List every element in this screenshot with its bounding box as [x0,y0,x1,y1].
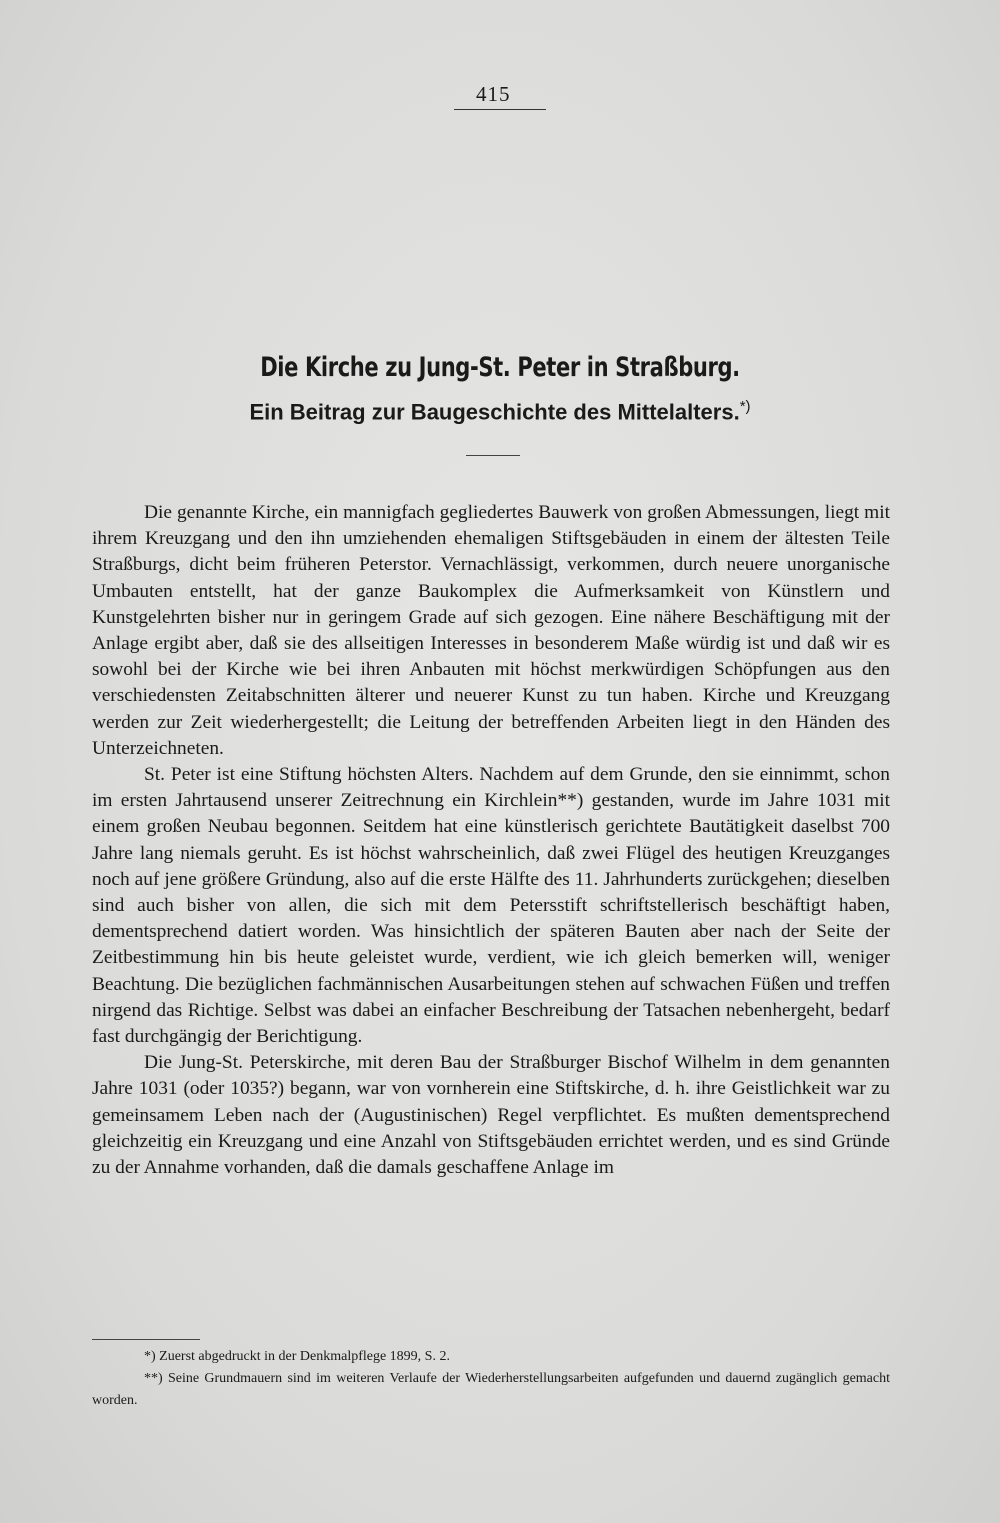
body-paragraph: St. Peter ist eine Stiftung höchsten Alters. Nachdem auf dem Grunde, den sie einnimmt, schon im ersten Jahrtausend unserer Zeitrechnung ein Kirchlein**) gestanden, wurde im Jahre 1031 mit einem großen Neubau begonnen. Seitdem hat eine künstlerisch gerichtete Bautätigkeit daselbst 700 Jahre lang niemals geruht. Es ist höchst wahrscheinlich, daß zwei Flügel des heutigen Kreuzganges noch auf jene größere Gründung, also auf die erste Hälfte des 11. Jahrhunderts zurückgehen; dieselben sind auch bisher von allen, die sich mit dem Petersstift schriftstellerisch beschäftigt haben, dementsprechend datiert worden. Was hinsichtlich der späteren Bauten aber nach der Seite der Zeitbestimmung hin bis heute geleistet wurde, verdient, wie ich gleich bemerken will, weniger Beachtung. Die bezüglichen fachmännischen Ausarbeitungen stehen auf schwachen Füßen und treffen nirgend das Richtige. Selbst was dabei an einfacher Beschreibung der Tatsachen nebenhergeht, bedarf fast durchgängig der Berichtigung. [92,764,890,1048]
subtitle-footnote-mark: *) [739,398,751,415]
subtitle-text: Ein Beitrag zur Baugeschichte des Mittelalters. [249,399,740,425]
footnote-divider [92,1339,200,1340]
footnote: **) Seine Grundmauern sind im weiteren Verlaufe der Wiederherstellungsarbeiten aufgefunden und dauernd zugänglich gemacht worden. [92,1371,890,1408]
body-paragraph: Die Jung-St. Peterskirche, mit deren Bau der Straßburger Bischof Wilhelm in dem genannten Jahre 1031 (oder 1035?) begann, war von vornherein eine Stiftskirche, d. h. ihre Geistlichkeit war zu gemeinsamem Leben nach der (Augustinischen) Regel verpflichtet. Es mußten dementsprechend gleichzeitig ein Kreuzgang und eine Anzahl von Stiftsgebäuden errichtet werden, und es sind Gründe zu der Annahme vorhanden, daß die damals geschaffene Anlage im [92,1052,890,1179]
footnotes [92,1346,890,1412]
body-paragraph: Die genannte Kirche, ein mannigfach gegliedertes Bauwerk von großen Abmessungen, liegt mit ihrem Kreuzgang und den ihn umziehenden ehemaligen Stiftsgebäuden in einem der ältesten Teile Straßburgs, dicht beim früheren Peterstor. Vernachlässigt, verkommen, durch neuere unorganische Umbauten entstellt, hat der ganze Baukomplex die Aufmerksamkeit von Künstlern und Kunstgelehrten bisher nur in geringem Grade auf sich gezogen. Eine nähere Beschäftigung mit der Anlage ergibt aber, daß sie des allseitigen Interesses in besonderem Maße würdig ist und daß wir es sowohl bei der Kirche wie bei ihren Anbauten mit höchst merkwürdigen Schöpfungen aus den verschiedensten Zeitabschnitten älterer und neuerer Kunst zu tun haben. Kirche und Kreuzgang werden zur Zeit wiederhergestellt; die Leitung der betreffenden Arbeiten liegt in den Händen des Unterzeichneten. [92,502,890,759]
footnote: *) Zuerst abgedruckt in der Denkmalpflege 1899, S. 2. [144,1349,450,1364]
title-divider [466,455,520,456]
article-body [92,500,890,1181]
article-subtitle [0,398,1000,425]
page-number: 415 [454,82,546,110]
article-title: Die Kirche zu Jung-St. Peter in Straßburg. [260,352,740,383]
